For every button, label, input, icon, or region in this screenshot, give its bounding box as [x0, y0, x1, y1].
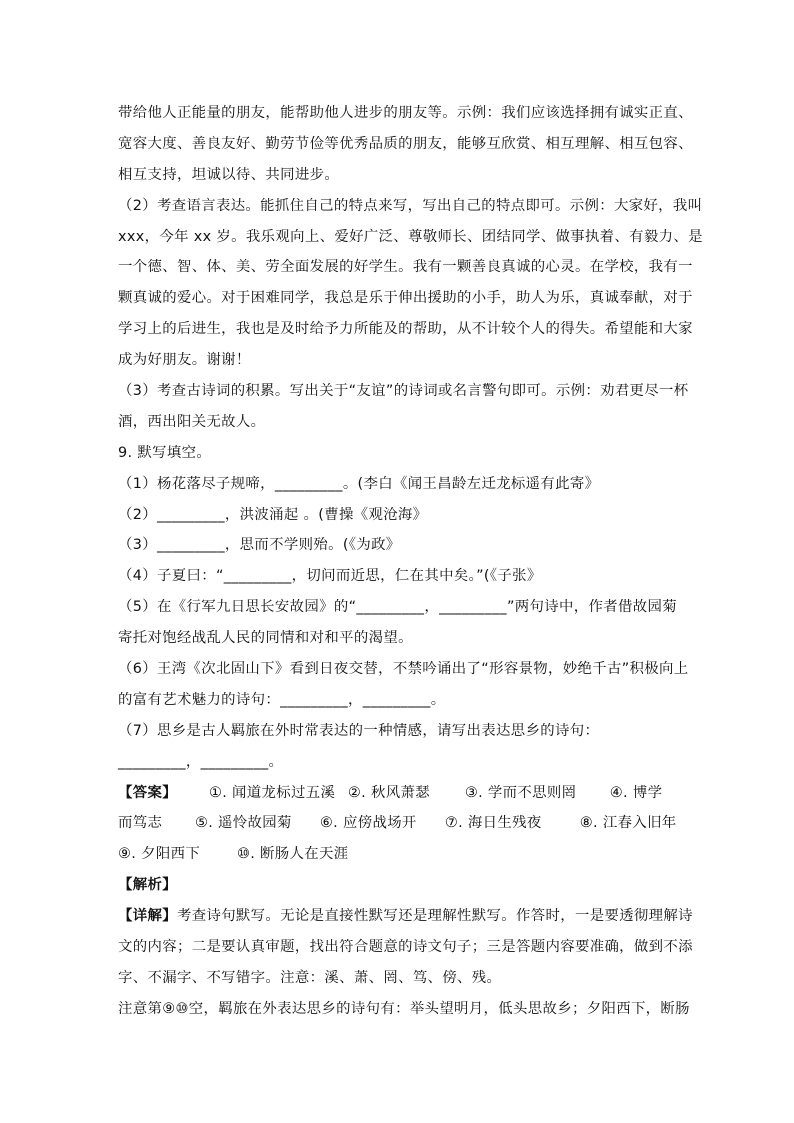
- answer-label: 【答案】: [118, 784, 177, 801]
- answer-row: [118, 778, 678, 809]
- answer-item: ⑧. 江春入旧年: [579, 815, 677, 832]
- question-item: （2）_________，洪波涌起 。(曹操《观沧海》: [118, 506, 428, 523]
- answer-item: ⑤. 遥怜故园菊: [194, 815, 292, 832]
- answer-item: ②. 秋风萧瑟: [347, 784, 430, 801]
- answer-item: ①. 闻道龙标过五溪: [208, 784, 336, 801]
- text-line: xxx，今年 xx 岁。我乐观向上、爱好广泛、尊敬师长、团结同学、做事执着、有毅力、是: [118, 228, 703, 245]
- answer-row: [118, 839, 678, 870]
- text-line: 一个德、智、体、美、劳全面发展的好学生。我有一颗善良真诚的心灵。在学校，我有一: [118, 259, 693, 276]
- text-line: 学习上的后进生，我也是及时给予力所能及的帮助，从不计较个人的得失。希望能和大家: [118, 321, 693, 338]
- text-line: 酒，西出阳关无故人。: [118, 413, 266, 430]
- analysis-line: 字、不漏字、不写错字。注意：溪、萧、罔、笃、傍、残。: [118, 969, 502, 986]
- answer-item: ④. 博学: [609, 784, 663, 801]
- analysis-detail: [118, 901, 693, 932]
- text-line: 成为好朋友。谢谢！: [118, 352, 251, 369]
- answer-item: ⑩. 断肠人在天涯: [236, 846, 349, 863]
- question-item: 的富有艺术魅力的诗句：_________，_________。: [118, 691, 446, 708]
- detail-text: 考查诗句默写。无论是直接性默写还是理解性默写。作答时，一是要透彻理解诗: [176, 908, 693, 925]
- text-line: 颗真诚的爱心。对于困难同学，我总是乐于伸出援助的小手，助人为乐，真诚奉献，对于: [118, 290, 693, 307]
- question-item: （4）子夏曰：“_________，切问而近思，仁在其中矣。”(《子张》: [118, 568, 542, 585]
- answer-item: ⑥. 应傍战场开: [319, 815, 417, 832]
- analysis-line: 注意第⑨⑩空，羁旅在外表达思乡的诗句有：举头望明月，低头思故乡；夕阳西下，断肠: [118, 1000, 690, 1017]
- question-item: （7）思乡是古人羁旅在外时常表达的一种情感，请写出表达思乡的诗句：: [118, 722, 600, 739]
- question-item: （6）王湾《次北固山下》看到日夜交替，不禁吟诵出了“形容景物，妙绝千古”积极向上: [118, 661, 689, 678]
- document-page: [118, 98, 703, 1025]
- question-heading: 9. 默写填空。: [118, 444, 212, 461]
- detail-label: 【详解】: [118, 908, 177, 925]
- answer-item: ③. 学而不思则罔: [464, 784, 577, 801]
- question-item: 寄托对饱经战乱人民的同情和对和平的渴望。: [118, 630, 413, 647]
- answer-item: ⑨. 夕阳西下: [118, 846, 201, 863]
- text-line: 带给他人正能量的朋友，能帮助他人进步的朋友等。示例：我们应该选择拥有诚实正直、: [118, 105, 693, 121]
- text-line: 宽容大度、善良友好、勤劳节俭等优秀品质的朋友，能够互欣赏、相互理解、相互包容、: [118, 135, 693, 152]
- answer-row: [118, 808, 678, 839]
- analysis-label: 【解析】: [118, 877, 177, 894]
- text-line: 相互支持，坦诚以待、共同进步。: [118, 166, 340, 183]
- answer-item: 而笃志: [118, 815, 163, 832]
- question-item: （5）在《行军九日思长安故园》的“_________，_________”两句诗中，作者借故园菊: [118, 599, 677, 616]
- question-item: （1）杨花落尽子规啼，_________。(李白《闻王昌龄左迁龙标遥有此寄》: [118, 475, 600, 492]
- question-item: （3）_________，思而不学则殆。(《为政》: [118, 537, 401, 554]
- answer-item: ⑦. 海日生残夜: [444, 815, 542, 832]
- text-line: （3）考查古诗词的积累。写出关于“友谊”的诗词或名言警句即可。示例：劝君更尽一杯: [118, 383, 689, 400]
- analysis-line: 文的内容；二是要认真审题，找出符合题意的诗文句子；三是答题内容要准确，做到不添: [118, 939, 693, 956]
- question-item: _________，_________。: [118, 753, 284, 770]
- text-line: （2）考查语言表达。能抓住自己的特点来写，写出自己的特点即可。示例：大家好，我叫: [118, 197, 703, 214]
